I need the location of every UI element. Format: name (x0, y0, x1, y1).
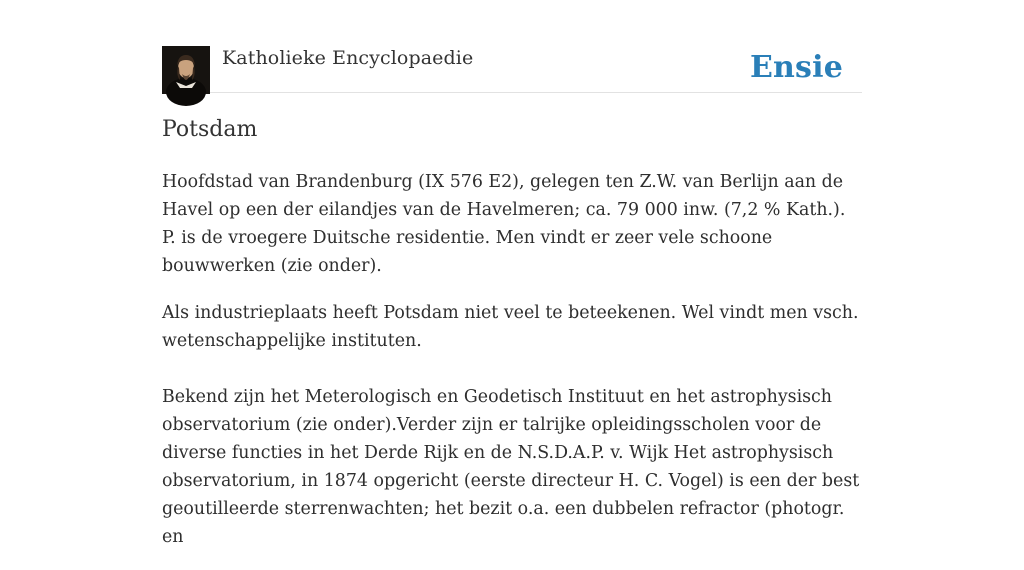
article-page (162, 0, 862, 547)
article-title: Potsdam (162, 117, 258, 142)
portrait-avatar-icon[interactable] (162, 46, 210, 94)
header (162, 0, 862, 93)
source-name[interactable]: Katholieke Encyclopaedie (222, 47, 474, 69)
brand-logo[interactable]: Ensie (749, 50, 843, 85)
article-paragraph: Bekend zijn het Meterologisch en Geodetisch Instituut en het astrophysisch observatorium (zie onder).Verder zijn er talrijke opleidingsscholen voor de diverse functies in het Derde Rijk en de N.S.D.A.P. v. Wijk Het astrophysisch observatorium, in 1874 opgericht (eerste directeur H. C. Vogel) is een der best geoutilleerde sterrenwachten; het bezit o.a. een dubbelen refractor (photogr. en (162, 387, 860, 547)
article-paragraph: Hoofdstad van Brandenburg (IX 576 E2), gelegen ten Z.W. van Berlijn aan de Havel op een der eilandjes van de Havelmeren; ca. 79 000 inw. (7,2 % Kath.). P. is de vroegere Duitsche residentie. Men vindt er zeer vele schoone bouwwerken (zie onder). (162, 172, 846, 276)
article-paragraph: Als industrieplaats heeft Potsdam niet veel te beteekenen. Wel vindt men vsch. wetenschappelijke instituten. (162, 303, 859, 351)
article-body (162, 168, 862, 570)
